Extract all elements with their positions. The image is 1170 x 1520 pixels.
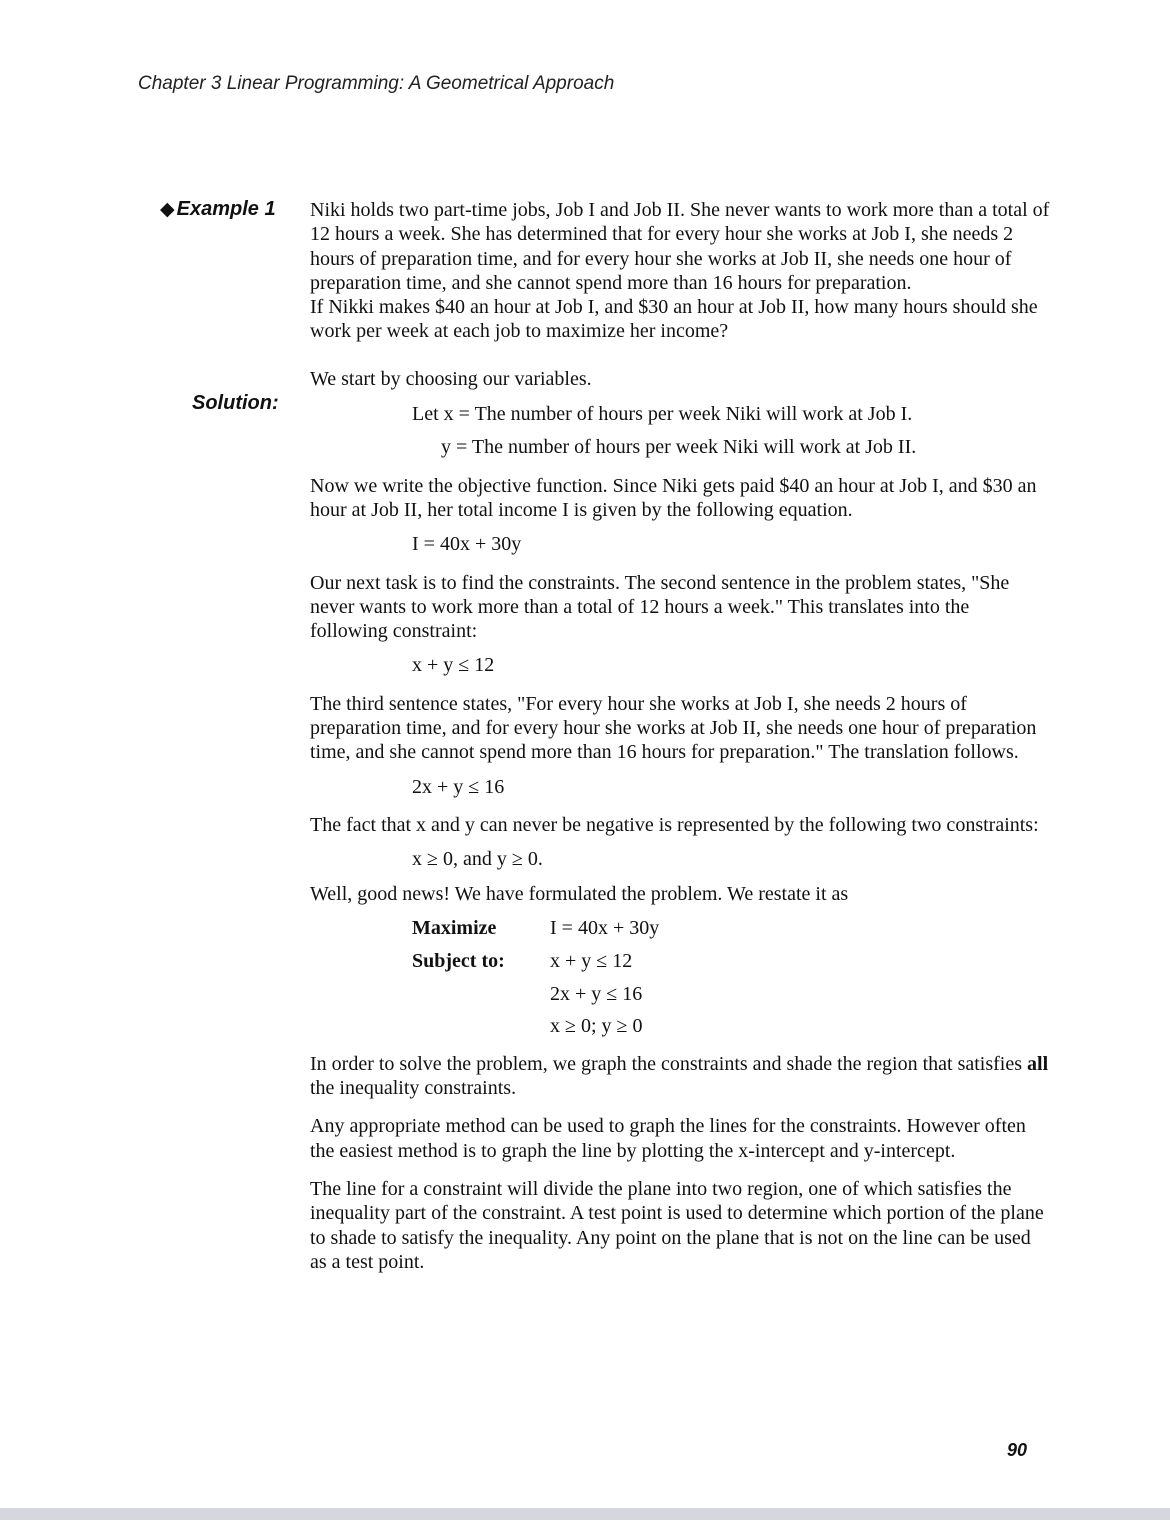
chapter-header: Chapter 3 Linear Programming: A Geometrical Approach bbox=[138, 73, 615, 94]
formulation-row-3 bbox=[310, 1014, 1050, 1046]
solution-label: Solution: bbox=[192, 392, 279, 414]
subject-to-row bbox=[310, 949, 1050, 982]
nonnegativity-equation: x ≥ 0, and y ≥ 0. bbox=[412, 848, 543, 871]
example-label bbox=[160, 198, 276, 221]
page-content bbox=[310, 198, 1050, 1274]
nonnegativity-paragraph: The fact that x and y can never be negative is represented by the following two constraints: bbox=[310, 813, 1039, 836]
maximize-label: Maximize bbox=[412, 916, 497, 939]
problem-paragraph-2: If Nikki makes $40 an hour at Job I, and $30 an hour at Job II, how many hours should she work per week at each job to maximize her income? bbox=[310, 296, 1038, 343]
graph-text-after: the inequality constraints. bbox=[310, 1077, 517, 1100]
solution-intro: We start by choosing our variables. bbox=[310, 367, 592, 390]
formulation-constraint-2: 2x + y ≤ 16 bbox=[550, 982, 643, 1005]
method-paragraph: Any appropriate method can be used to graph the lines for the constraints. However often the easiest method is to graph the line by plotting the x-intercept and y-intercept. bbox=[310, 1115, 1026, 1162]
constraints-paragraph: Our next task is to find the constraints. The second sentence in the problem states, "She never wants to work more than a total of 12 hours a week." This translates into the following constraint: bbox=[310, 571, 1010, 643]
variable-x-definition: Let x = The number of hours per week Niki will work at Job I. bbox=[412, 403, 913, 426]
formulation-constraint-3: x ≥ 0; y ≥ 0 bbox=[550, 1014, 643, 1037]
constraint-1-equation: x + y ≤ 12 bbox=[412, 654, 495, 677]
formulation-row-2 bbox=[310, 982, 1050, 1014]
example-label-text: Example 1 bbox=[176, 198, 276, 220]
viewer-bottom-bar bbox=[0, 1508, 1170, 1520]
objective-paragraph: Now we write the objective function. Since Niki gets paid $40 an hour at Job I, and $30 an hour at Job II, her total income I is given by the following equation. bbox=[310, 474, 1037, 521]
formulation-block bbox=[310, 916, 1050, 1046]
maximize-equation: I = 40x + 30y bbox=[550, 916, 660, 939]
subject-to-label: Subject to: bbox=[412, 949, 505, 972]
objective-equation: I = 40x + 30y bbox=[412, 533, 522, 556]
graph-text-before: In order to solve the problem, we graph the constraints and shade the region that satisfies bbox=[310, 1052, 1028, 1075]
maximize-row bbox=[310, 916, 1050, 949]
variable-y-definition: y = The number of hours per week Niki will work at Job II. bbox=[441, 436, 917, 459]
formulation-constraint-1: x + y ≤ 12 bbox=[550, 949, 633, 972]
graph-text-bold: all bbox=[1027, 1052, 1049, 1075]
restate-paragraph: Well, good news! We have formulated the problem. We restate it as bbox=[310, 882, 849, 905]
diamond-bullet-icon: ◆ bbox=[160, 199, 175, 220]
problem-paragraph-1: Niki holds two part-time jobs, Job I and Job II. She never wants to work more than a total of 12 hours a week. She has determined that for every hour she works at Job I, she needs 2 hours of preparation time, and for every hour she works at Job II, she needs one hour of preparation time, and she cannot spend more than 16 hours for preparation. bbox=[310, 199, 1050, 294]
graph-paragraph bbox=[310, 1052, 1050, 1101]
third-sentence-paragraph: The third sentence states, "For every hour she works at Job I, she needs 2 hours of preparation time, and for every hour she works at Job II, she needs one hour of preparation time, and she cannot spend more than 16 hours for preparation." The translation follows. bbox=[310, 692, 1037, 764]
constraint-2-equation: 2x + y ≤ 16 bbox=[412, 775, 505, 798]
test-point-paragraph: The line for a constraint will divide the plane into two region, one of which satisfies the inequality part of the constraint. A test point is used to determine which portion of the plane to shade to satisfy the inequality. Any point on the plane that is not on the line can be used as a test point. bbox=[310, 1178, 1044, 1273]
page-number: 90 bbox=[1007, 1440, 1028, 1460]
